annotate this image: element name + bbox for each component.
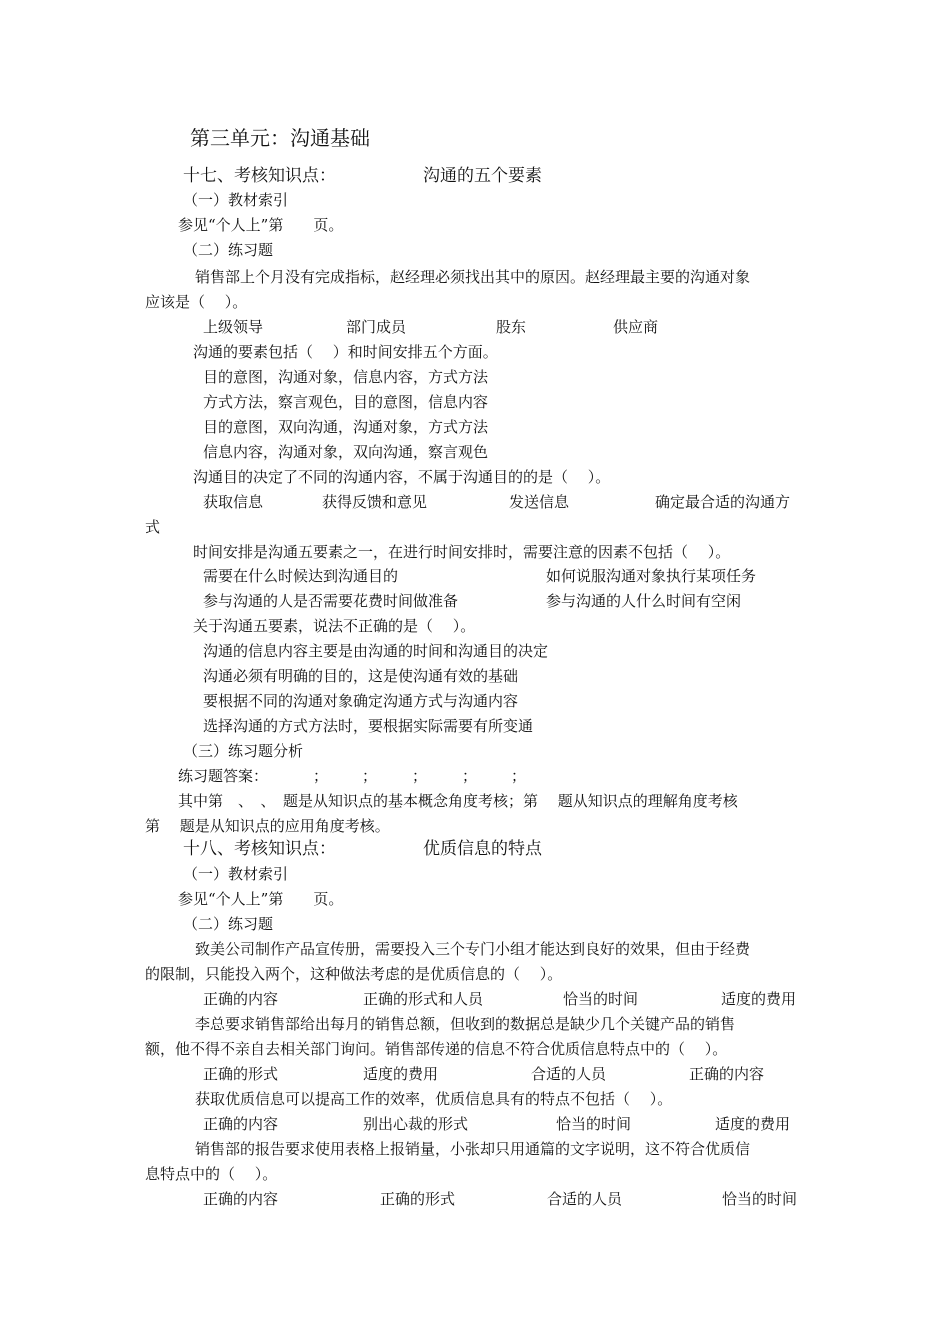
section-17-topic: 沟通的五个要素: [423, 166, 542, 186]
answer-option: 目的意图，沟通对象，信息内容，方式方法: [203, 368, 489, 386]
question-text: 沟通目的决定了不同的沟通内容，不属于沟通目的的是（ ）。: [193, 468, 611, 486]
answer-option: 合适的人员: [547, 1190, 623, 1208]
answer-option: 正确的内容: [203, 1190, 279, 1208]
answer-option: 供应商: [613, 318, 659, 336]
section-18-heading: 十八、考核知识点：: [183, 839, 336, 859]
answer-option: 目的意图，双向沟通，沟通对象，方式方法: [203, 418, 489, 436]
answer-option: 要根据不同的沟通对象确定沟通方式与沟通内容: [203, 692, 519, 710]
answer-separator: ；: [412, 767, 428, 785]
answer-option: 参与沟通的人是否需要花费时间做准备: [203, 592, 459, 610]
answer-option: 适度的费用: [363, 1065, 439, 1083]
question-text: 获取优质信息可以提高工作的效率，优质信息具有的特点不包括（ ）。: [195, 1090, 673, 1108]
answer-option: 正确的内容: [203, 1115, 279, 1133]
answer-option: 正确的形式和人员: [363, 990, 484, 1008]
question-text: 李总要求销售部给出每月的销售总额，但收到的数据总是缺少几个关键产品的销售: [195, 1015, 736, 1033]
question-text: 息特点中的（ ）。: [145, 1165, 278, 1183]
answer-option: 适度的费用: [721, 990, 797, 1008]
answer-separator: ；: [362, 767, 378, 785]
question-text: 关于沟通五要素，说法不正确的是（ ）。: [193, 617, 476, 635]
answer-option: 信息内容，沟通对象，双向沟通，察言观色: [203, 443, 489, 461]
question-text: 时间安排是沟通五要素之一，在进行时间安排时，需要注意的因素不包括（ ）。: [193, 543, 731, 561]
answer-option: 沟通的信息内容主要是由沟通的时间和沟通目的决定: [203, 642, 549, 660]
answer-option: 正确的内容: [689, 1065, 765, 1083]
answer-option: 别出心裁的形式: [363, 1115, 469, 1133]
textbook-reference: 参见“个人上”第 页。: [178, 216, 344, 234]
textbook-index-label: （一）教材索引: [183, 865, 289, 883]
question-text: 的限制，只能投入两个，这种做法考虑的是优质信息的（ ）。: [145, 965, 563, 983]
answer-option: 方式方法，察言观色，目的意图，信息内容: [203, 393, 489, 411]
answer-option: 正确的形式: [203, 1065, 279, 1083]
answer-option: 确定最合适的沟通方: [655, 493, 791, 511]
answer-option: 发送信息: [509, 493, 570, 511]
answer-option: 正确的形式: [380, 1190, 456, 1208]
section-18-topic: 优质信息的特点: [423, 839, 542, 859]
answer-option-wrap: 式: [145, 518, 161, 536]
analysis-text: 其中第 、 、 题是从知识点的基本概念角度考核；第 题从知识点的理解角度考核: [178, 792, 738, 810]
unit-title: 第三单元：沟通基础: [190, 126, 370, 150]
answer-option: 部门成员: [346, 318, 407, 336]
question-text: 致美公司制作产品宣传册，需要投入三个专门小组才能达到良好的效果，但由于经费: [195, 940, 751, 958]
answer-option: 选择沟通的方式方法时，要根据实际需要有所变通: [203, 717, 534, 735]
answer-separator: ；: [462, 767, 478, 785]
answer-option: 恰当的时间: [563, 990, 639, 1008]
question-text: 沟通的要素包括（ ）和时间安排五个方面。: [193, 343, 498, 361]
answer-option: 沟通必须有明确的目的，这是使沟通有效的基础: [203, 667, 519, 685]
answer-option: 参与沟通的人什么时间有空闲: [546, 592, 742, 610]
answer-separator: ；: [313, 767, 329, 785]
answer-option: 恰当的时间: [556, 1115, 632, 1133]
question-text: 销售部上个月没有完成指标，赵经理必须找出其中的原因。赵经理最主要的沟通对象: [195, 268, 751, 286]
answer-option: 如何说服沟通对象执行某项任务: [546, 567, 757, 585]
answer-option: 获取信息: [203, 493, 264, 511]
analysis-label: （三）练习题分析: [183, 742, 304, 760]
exercises-label: （二）练习题: [183, 915, 274, 933]
analysis-text: 第 题是从知识点的应用角度考核。: [145, 817, 390, 835]
answer-option: 上级领导: [203, 318, 264, 336]
answer-option: 获得反馈和意见: [322, 493, 428, 511]
answers-label: 练习题答案：: [178, 767, 269, 785]
textbook-reference: 参见“个人上”第 页。: [178, 890, 344, 908]
answer-option: 需要在什么时候达到沟通目的: [203, 567, 399, 585]
answer-option: 股东: [496, 318, 527, 336]
answer-option: 恰当的时间: [722, 1190, 798, 1208]
question-text: 应该是（ ）。: [145, 293, 248, 311]
answer-option: 正确的内容: [203, 990, 279, 1008]
exercises-label: （二）练习题: [183, 241, 274, 259]
answer-option: 合适的人员: [531, 1065, 607, 1083]
question-text: 销售部的报告要求使用表格上报销量，小张却只用通篇的文字说明，这不符合优质信: [195, 1140, 751, 1158]
textbook-index-label: （一）教材索引: [183, 191, 289, 209]
section-17-heading: 十七、考核知识点：: [183, 166, 336, 186]
answer-separator: ；: [511, 767, 527, 785]
answer-option: 适度的费用: [715, 1115, 791, 1133]
question-text: 额，他不得不亲自去相关部门询问。销售部传递的信息不符合优质信息特点中的（ ）。: [145, 1040, 728, 1058]
